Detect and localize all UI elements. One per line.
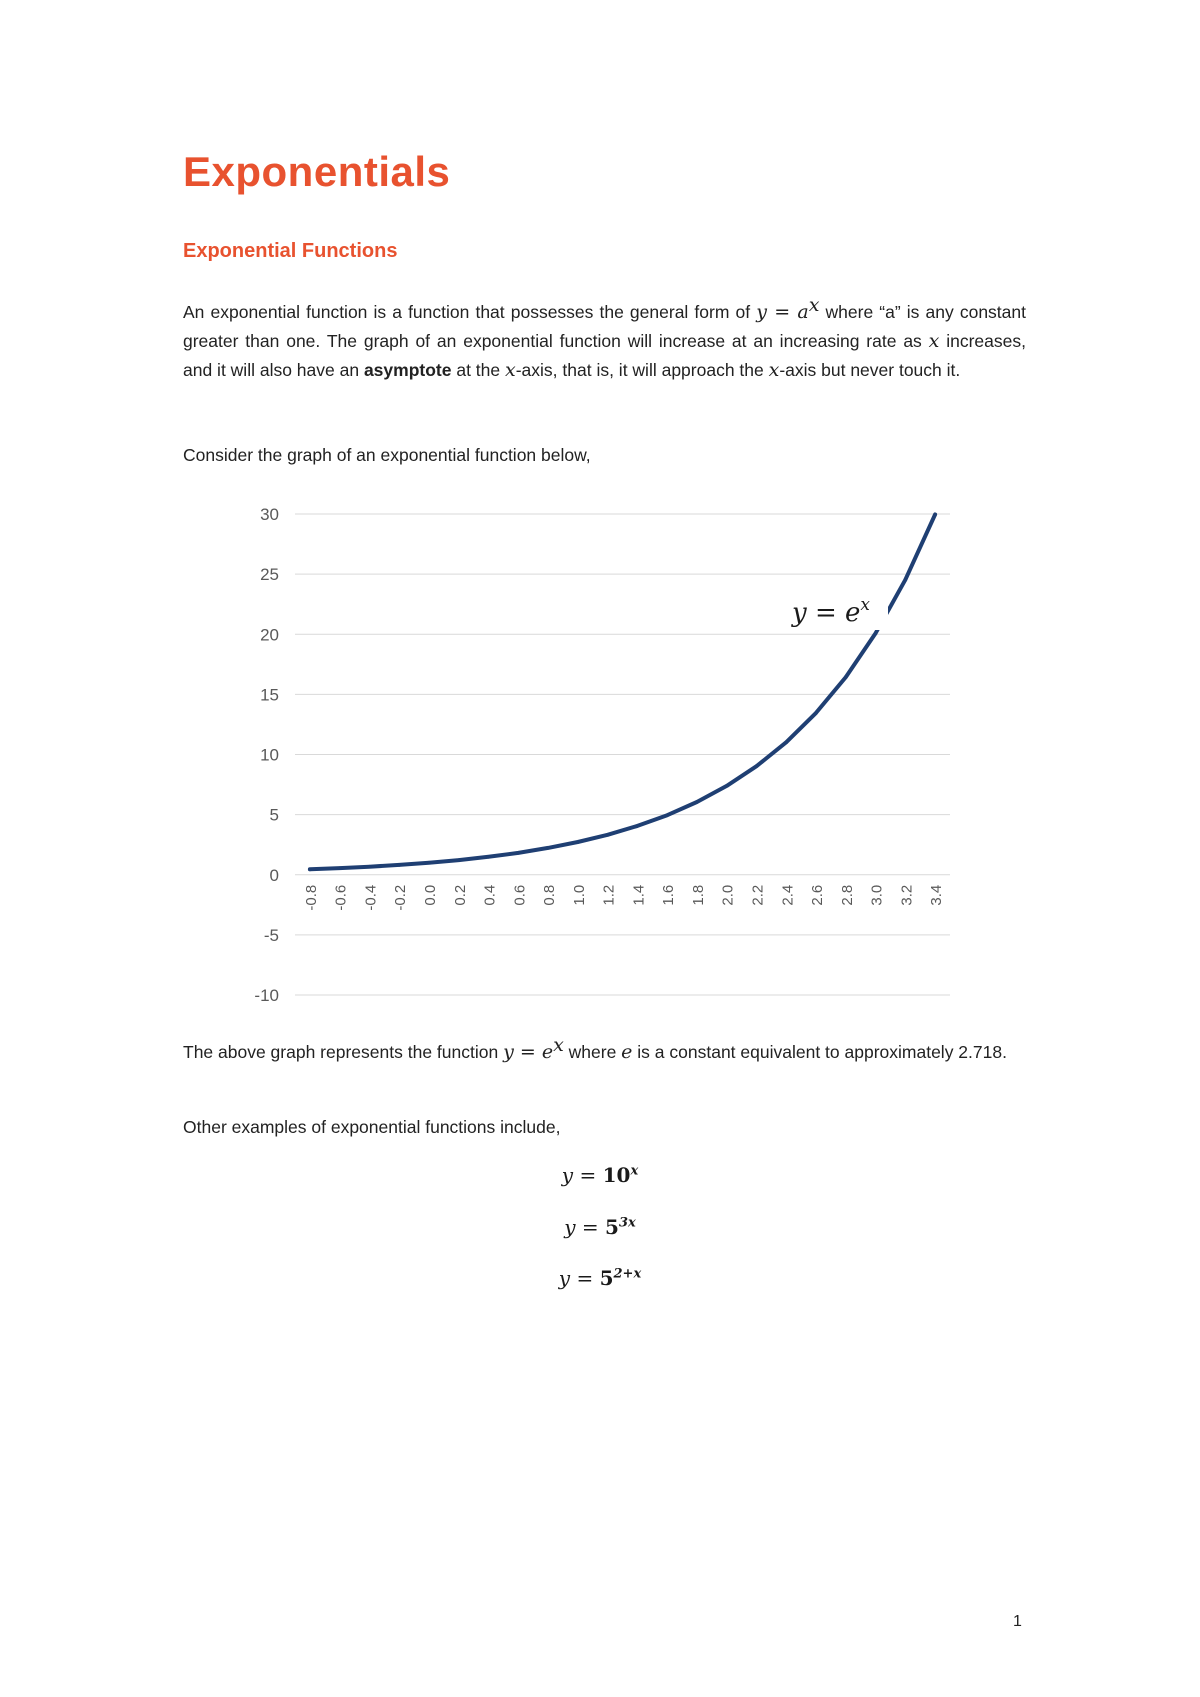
y-tick-label: 20: [260, 625, 279, 645]
intro-paragraph: An exponential function is a function that possesses the general form of $y = a^x$ where “a” is any constant greater than one. The graph of an exponential function will increase at an increasing rate as x increases, and it will also have an asymptote at the x-axis, that is, it will approach the x-axis but never touch it.: [183, 294, 1026, 381]
y-tick-label: 15: [260, 685, 279, 705]
x-tick-label: 0.0: [421, 884, 439, 906]
x-tick-label: 2.0: [719, 884, 737, 906]
x-tick-label: 1.8: [689, 884, 707, 906]
y-tick-label: 30: [260, 505, 279, 524]
data-point: [933, 513, 937, 517]
x-tick-label: 1.6: [660, 884, 678, 906]
example-equation-2: $y = 5^{3x}$: [564, 1215, 636, 1239]
data-point: [636, 824, 640, 828]
data-point: [487, 855, 491, 859]
x-tick-label: 2.6: [809, 884, 827, 906]
x-tick-label: 0.6: [511, 884, 529, 906]
y-tick-label: -5: [263, 925, 279, 945]
y-tick-label: -10: [254, 986, 279, 1005]
asymptote-term: asymptote: [363, 360, 452, 380]
x-tick-label: -0.6: [332, 884, 350, 911]
data-point: [546, 846, 550, 850]
x-tick-label: -0.4: [362, 884, 380, 911]
x-tick-label: 2.8: [838, 884, 856, 906]
data-point: [725, 784, 729, 788]
data-point: [606, 833, 610, 837]
y-tick-label: 5: [269, 805, 279, 825]
data-point: [755, 764, 759, 768]
x-tick-label: 0.8: [541, 884, 559, 906]
y-tick-label: 0: [269, 865, 279, 885]
data-point: [844, 675, 848, 679]
data-point: [576, 840, 580, 844]
x-tick-label: 0.4: [481, 884, 499, 906]
y-tick-label: 10: [260, 745, 279, 765]
data-point: [457, 858, 461, 862]
data-point: [516, 851, 520, 855]
x-tick-label: 1.2: [600, 884, 618, 906]
example-equation-3: $y = 5^{2+x}$: [558, 1266, 642, 1290]
data-point: [338, 866, 342, 870]
x-tick-label: 1.0: [570, 884, 588, 906]
data-point: [874, 631, 878, 635]
curve-annotation: $y = e^x$: [792, 595, 871, 628]
data-point: [695, 800, 699, 804]
x-tick-label: 0.2: [451, 884, 469, 906]
page-number: 1: [1013, 1613, 1022, 1630]
x-tick-label: -0.8: [302, 884, 320, 911]
x-tick-label: 3.4: [928, 884, 946, 906]
data-point: [904, 578, 908, 582]
x-tick-label: 2.2: [749, 884, 767, 906]
series-line: [310, 515, 935, 870]
x-tick-label: 1.4: [630, 884, 648, 906]
data-point: [397, 863, 401, 867]
data-point: [814, 711, 818, 715]
section-title: Exponential Functions: [183, 240, 398, 262]
data-point: [784, 740, 788, 744]
consider-text: Consider the graph of an exponential function below,: [183, 445, 591, 465]
example-equation-1: $y = 10^x$: [561, 1163, 639, 1187]
data-point: [665, 813, 669, 817]
page-title: Exponentials: [183, 148, 451, 195]
data-point: [427, 861, 431, 865]
x-tick-label: 3.2: [898, 884, 916, 906]
after-chart-paragraph: The above graph represents the function $y = e^x$ where e is a constant equivalent to approximately 2.718.: [183, 1034, 1007, 1063]
other-examples-text: Other examples of exponential functions include,: [183, 1117, 561, 1137]
data-point: [308, 868, 312, 872]
x-tick-label: 2.4: [779, 884, 797, 906]
x-tick-label: 3.0: [868, 884, 886, 906]
y-tick-label: 25: [260, 565, 279, 585]
x-tick-label: -0.2: [392, 884, 410, 911]
data-point: [368, 865, 372, 869]
